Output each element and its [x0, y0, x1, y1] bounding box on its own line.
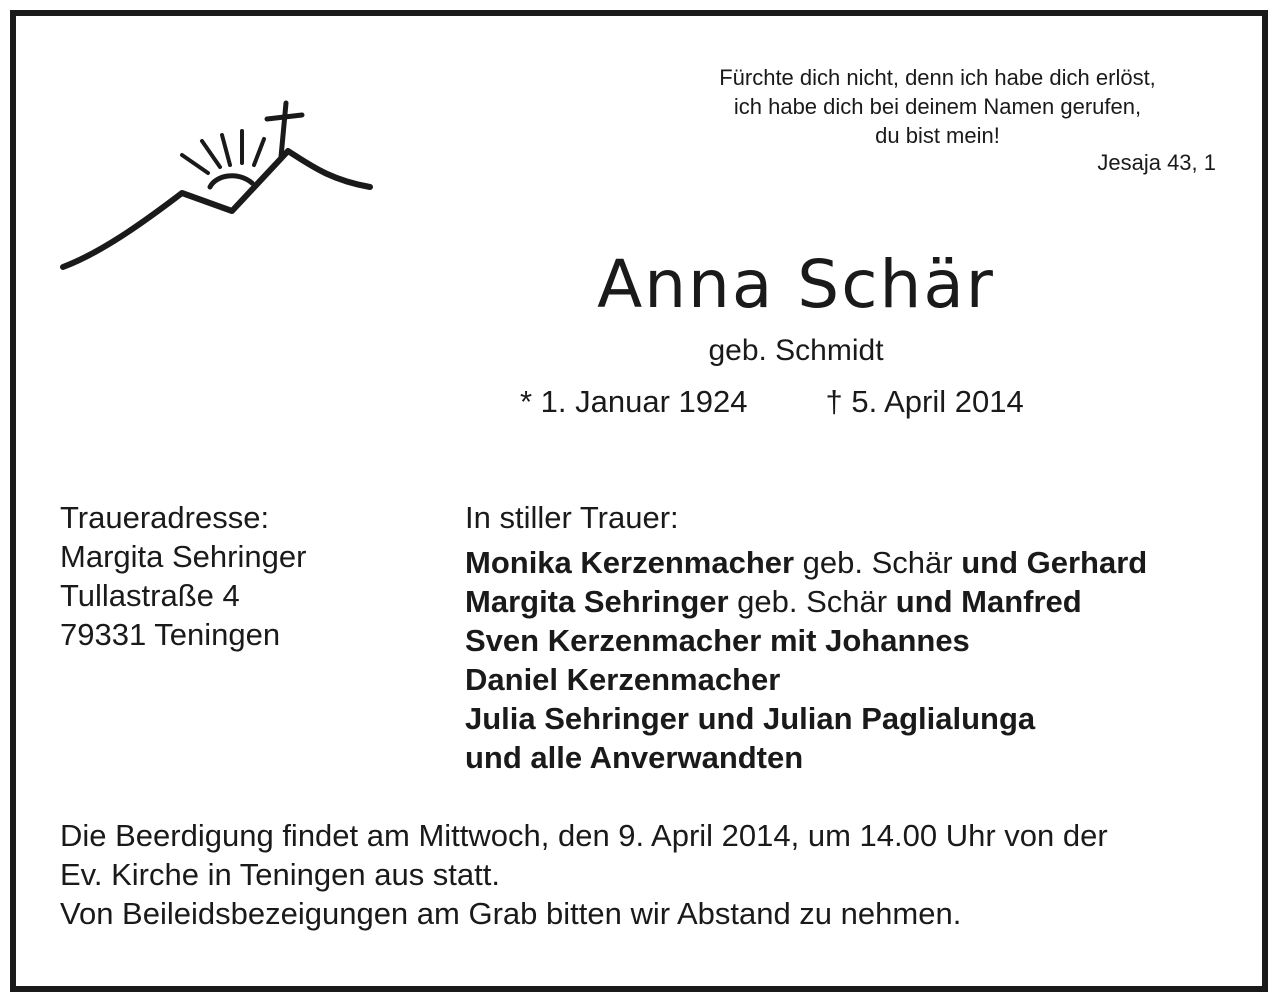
mourners-intro: In stiller Trauer: [465, 500, 679, 535]
mourner-line: Sven Kerzenmacher mit Johannes [465, 623, 970, 658]
funeral-notice [60, 816, 1230, 933]
mourner-name: Monika Kerzenmacher [465, 545, 795, 580]
birth-date: * 1. Januar 1924 [520, 384, 748, 419]
verse-line: Fürchte dich nicht, denn ich habe dich erlöst, [719, 65, 1156, 90]
maiden-name: geb. Schmidt [708, 334, 884, 367]
mourner-partner: und Manfred [895, 584, 1082, 619]
life-dates [520, 384, 1080, 420]
notice-line: Ev. Kirche in Teningen aus statt. [60, 857, 500, 892]
mourner-note: geb. Schär [728, 584, 896, 619]
address-street: Tullastraße 4 [60, 578, 240, 613]
death-date: † 5. April 2014 [825, 384, 1024, 419]
cross-mountain-sun-icon [60, 95, 380, 275]
address-name: Margita Sehringer [60, 539, 307, 574]
mourner-name: Margita Sehringer [465, 584, 729, 619]
notice-line: Von Beileidsbezeigungen am Grab bitten wir Abstand zu nehmen. [60, 896, 962, 931]
mourner-line [465, 543, 1245, 582]
mourner-line: Julia Sehringer und Julian Paglialunga [465, 701, 1036, 736]
verse-line: du bist mein! [875, 123, 1000, 148]
mourner-line: und alle Anverwandten [465, 740, 804, 775]
mourner-line [465, 582, 1245, 621]
mourners-list [465, 498, 1245, 777]
mourning-address [60, 498, 420, 654]
mourner-partner: und Gerhard [961, 545, 1148, 580]
address-city: 79331 Teningen [60, 617, 281, 652]
notice-line: Die Beerdigung findet am Mittwoch, den 9. April 2014, um 14.00 Uhr von der [60, 818, 1108, 853]
mourner-line: Daniel Kerzenmacher [465, 662, 781, 697]
verse-reference: Jesaja 43, 1 [1097, 150, 1216, 175]
verse-line: ich habe dich bei deinem Namen gerufen, [733, 94, 1142, 119]
mourner-note: geb. Schär [794, 545, 962, 580]
bible-verse [660, 63, 1215, 150]
deceased-name: Anna Schär [597, 246, 995, 323]
address-heading: Traueradresse: [60, 500, 270, 535]
